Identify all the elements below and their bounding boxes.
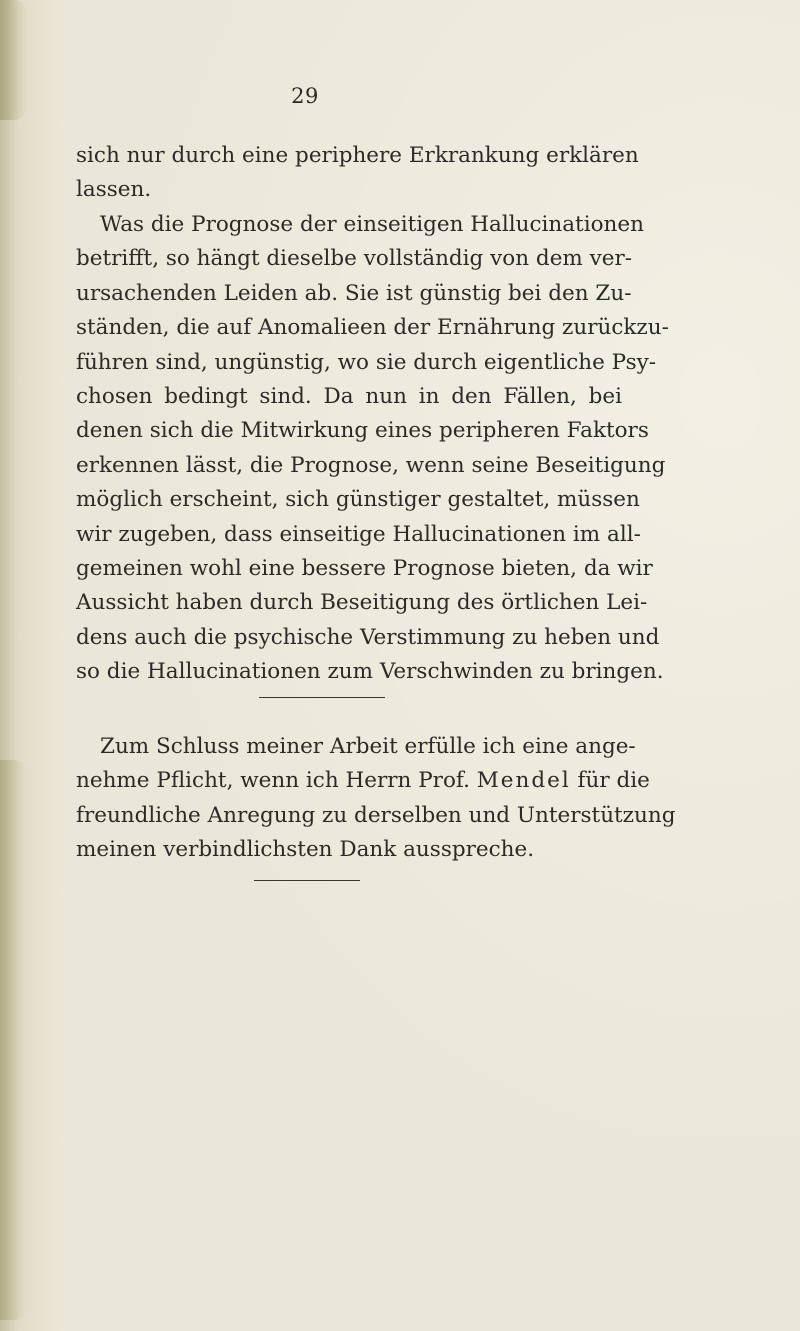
text-line: gemeinen wohl eine bessere Prognose bieten, da wir (76, 556, 653, 582)
text-line: dens auch die psychische Verstimmung zu heben und (76, 624, 660, 650)
text-line: ständen, die auf Anomalieen der Ernährung zurückzu- (76, 315, 669, 341)
text-line: Zum Schluss meiner Arbeit erfülle ich eine ange- (100, 734, 636, 759)
text-line: so die Hallucinationen zum Verschwinden zu bringen. (76, 659, 664, 685)
paragraph-2 (76, 208, 669, 690)
text-fragment: für die (570, 768, 650, 794)
text-line: meinen verbindlichsten Dank ausspreche. (76, 837, 535, 863)
text-line: wir zugeben, dass einseitige Hallucinationen im all- (76, 521, 641, 547)
text-line: sich nur durch eine periphere Erkrankung erklären (76, 143, 639, 168)
text-line: lassen. (76, 177, 152, 203)
text-line: Was die Prognose der einseitigen Hallucinationen (100, 212, 644, 237)
text-line: betrifft, so hängt dieselbe vollständig von dem ver- (76, 246, 633, 272)
text-line: möglich erscheint, sich günstiger gestaltet, müssen (76, 487, 640, 513)
author-name: Mendel (476, 768, 571, 794)
text-line: ursachenden Leiden ab. Sie ist günstig bei den Zu- (76, 280, 632, 306)
text-fragment: nehme Pflicht, wenn ich Herrn Prof. (76, 768, 477, 794)
text-line: erkennen lässt, die Prognose, wenn seine Beseitigung (76, 452, 666, 478)
text-line: führen sind, ungünstig, wo sie durch eigentliche Psy- (76, 349, 657, 375)
text-line: denen sich die Mitwirkung eines peripheren Faktors (76, 418, 649, 444)
end-divider (254, 880, 360, 881)
text-line (76, 764, 650, 798)
page-number: 29 (291, 84, 319, 108)
text-line: freundliche Anregung zu derselben und Unterstützung (76, 802, 676, 828)
binding-stain (0, 760, 26, 1320)
text-line: Aussicht haben durch Beseitigung des örtlichen Lei- (76, 590, 648, 616)
paragraph-3 (76, 730, 676, 868)
text-line: chosen bedingt sind. Da nun in den Fällen, bei (76, 384, 622, 410)
section-divider (259, 697, 385, 698)
paragraph-1 (76, 139, 639, 208)
